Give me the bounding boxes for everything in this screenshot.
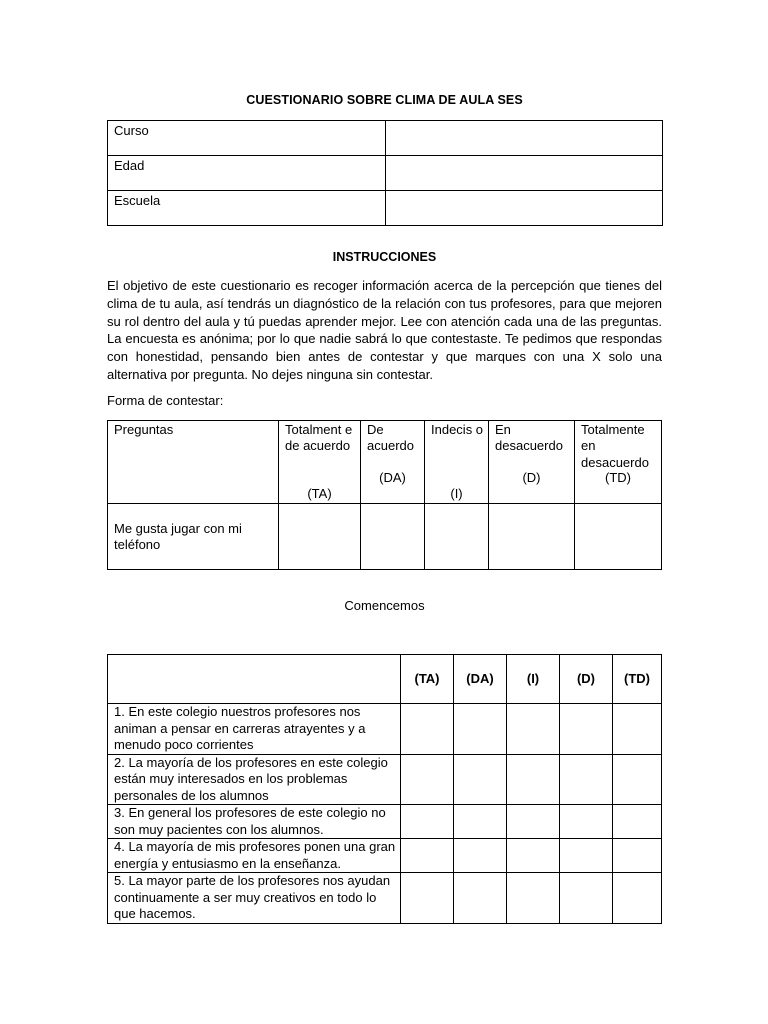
- answer-cell[interactable]: [361, 504, 425, 570]
- survey-header-blank: [108, 655, 401, 704]
- answer-cell[interactable]: [507, 839, 560, 873]
- answer-cell[interactable]: [613, 839, 662, 873]
- answer-cell[interactable]: [560, 839, 613, 873]
- example-question: Me gusta jugar con mi teléfono: [108, 504, 279, 570]
- info-label: Escuela: [108, 191, 386, 226]
- survey-row: [108, 839, 662, 873]
- comencemos-label: Comencemos: [344, 598, 425, 613]
- survey-table: [107, 654, 662, 924]
- col-abbr: (D): [522, 470, 541, 485]
- col-label: Indecis o: [431, 422, 484, 437]
- survey-row: [108, 873, 662, 924]
- survey-header-da: (DA): [454, 655, 507, 704]
- example-col-td: [575, 421, 662, 504]
- survey-header-i: (I): [507, 655, 560, 704]
- col-abbr: (TA): [307, 486, 332, 501]
- answer-cell[interactable]: [613, 704, 662, 755]
- answer-cell[interactable]: [560, 805, 613, 839]
- col-label: Totalmente en desacuerdo: [581, 422, 649, 470]
- answer-cell[interactable]: [560, 873, 613, 924]
- answer-cell[interactable]: [613, 873, 662, 924]
- survey-row: [108, 754, 662, 805]
- info-row-curso: [108, 121, 663, 156]
- survey-question: 1. En este colegio nuestros profesores nos animan a pensar en carreras atrayentes y a menudo poco corrientes: [108, 704, 401, 755]
- survey-header-td: (TD): [613, 655, 662, 704]
- instructions-heading: INSTRUCCIONES: [332, 250, 437, 264]
- survey-header-ta: (TA): [401, 655, 454, 704]
- info-value-field[interactable]: [386, 156, 663, 191]
- example-table: [107, 420, 662, 570]
- survey-question: 2. La mayoría de los profesores en este colegio están muy interesados en los problemas personales de los alumnos: [108, 754, 401, 805]
- info-value-field[interactable]: [386, 121, 663, 156]
- survey-header-row: [108, 655, 662, 704]
- info-value-field[interactable]: [386, 191, 663, 226]
- answer-cell[interactable]: [401, 704, 454, 755]
- example-col-d: [489, 421, 575, 504]
- answer-format-label: Forma de contestar:: [107, 393, 224, 408]
- col-abbr: (TD): [605, 470, 631, 485]
- answer-cell[interactable]: [575, 504, 662, 570]
- example-col-i: [425, 421, 489, 504]
- answer-cell[interactable]: [401, 805, 454, 839]
- info-label: Curso: [108, 121, 386, 156]
- answer-cell[interactable]: [454, 704, 507, 755]
- col-label: Totalment e de acuerdo: [285, 422, 353, 454]
- answer-cell[interactable]: [425, 504, 489, 570]
- survey-row: [108, 704, 662, 755]
- answer-cell[interactable]: [507, 805, 560, 839]
- col-label: En desacuerdo: [495, 422, 563, 454]
- example-col-ta: [279, 421, 361, 504]
- answer-cell[interactable]: [507, 704, 560, 755]
- instructions-text: El objetivo de este cuestionario es recoger información acerca de la percepción que tienes del clima de tu aula, así tendrás un diagnóstico de la relación con tus profesores, para que mejoren su rol dentro del aula y tú puedas aprender mejor. Lee con atención cada una de las preguntas. La encuesta es anónima; por lo que nadie sabrá lo que contestaste. Te pedimos que respondas con honestidad, pensando bien antes de contestar y que marques con una X solo una alternativa por pregunta. No dejes ninguna sin contestar.: [107, 278, 662, 382]
- answer-cell[interactable]: [613, 754, 662, 805]
- document-title: CUESTIONARIO SOBRE CLIMA DE AULA SES: [246, 93, 523, 107]
- col-abbr: (I): [450, 486, 463, 501]
- answer-cell[interactable]: [454, 754, 507, 805]
- survey-question: 4. La mayoría de mis profesores ponen una gran energía y entusiasmo en la enseñanza.: [108, 839, 401, 873]
- survey-row: [108, 805, 662, 839]
- student-info-table: [107, 120, 663, 226]
- answer-cell[interactable]: [279, 504, 361, 570]
- example-header-row: [108, 421, 662, 504]
- survey-question: 5. La mayor parte de los profesores nos ayudan continuamente a ser muy creativos en todo lo que hacemos.: [108, 873, 401, 924]
- answer-cell[interactable]: [507, 873, 560, 924]
- answer-cell[interactable]: [401, 839, 454, 873]
- answer-cell[interactable]: [401, 873, 454, 924]
- col-abbr: (DA): [379, 470, 406, 485]
- answer-cell[interactable]: [454, 873, 507, 924]
- answer-cell[interactable]: [560, 754, 613, 805]
- col-label: De acuerdo: [367, 422, 414, 454]
- example-questions-header: Preguntas: [108, 421, 279, 504]
- answer-cell[interactable]: [454, 839, 507, 873]
- answer-cell[interactable]: [454, 805, 507, 839]
- info-row-escuela: [108, 191, 663, 226]
- survey-question: 3. En general los profesores de este colegio no son muy pacientes con los alumnos.: [108, 805, 401, 839]
- answer-cell[interactable]: [613, 805, 662, 839]
- survey-header-d: (D): [560, 655, 613, 704]
- info-label: Edad: [108, 156, 386, 191]
- answer-cell[interactable]: [507, 754, 560, 805]
- example-row: [108, 504, 662, 570]
- answer-cell[interactable]: [401, 754, 454, 805]
- info-row-edad: [108, 156, 663, 191]
- example-col-da: [361, 421, 425, 504]
- answer-cell[interactable]: [560, 704, 613, 755]
- answer-cell[interactable]: [489, 504, 575, 570]
